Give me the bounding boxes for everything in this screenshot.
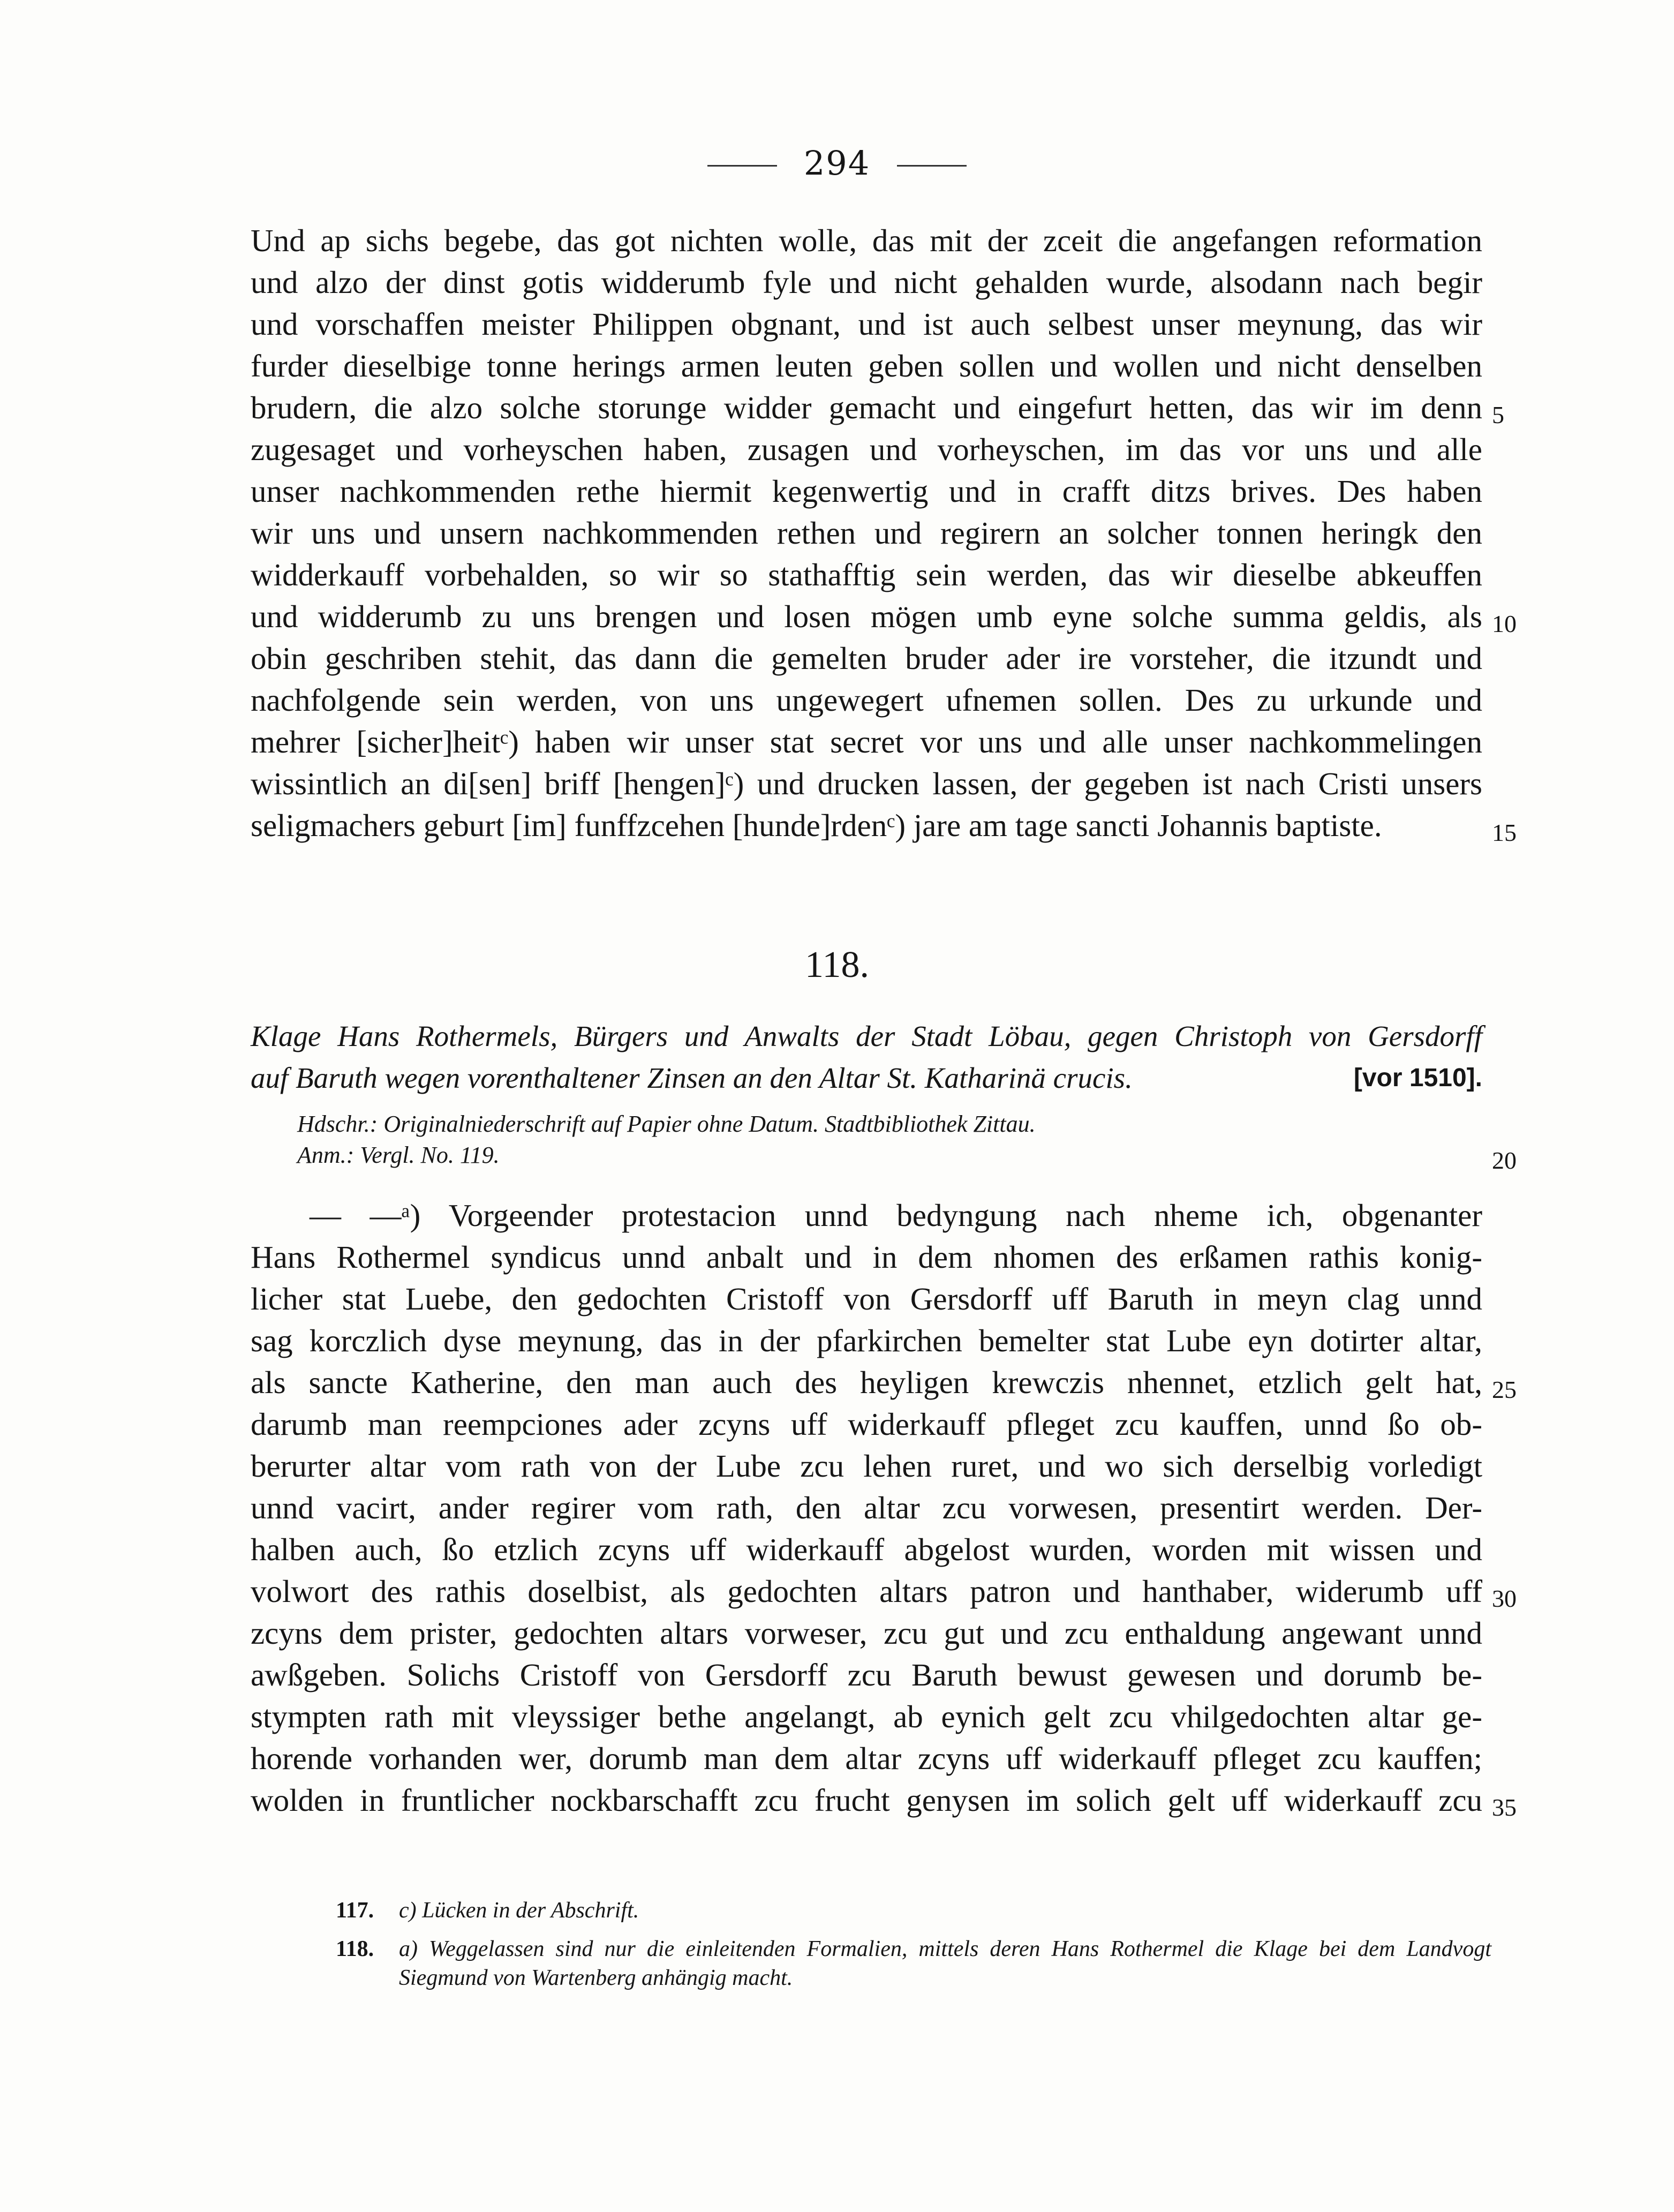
line-number: 15 (1492, 819, 1517, 846)
document-date: [vor 1510]. (1353, 1064, 1482, 1092)
regest-last-row (251, 1059, 1482, 1097)
text-line: halben auch, ßo etzlich zcyns uff widerkauff abgelost wurden, worden mit wissen und (251, 1532, 1482, 1567)
text-line: volwort des rathis doselbist, als gedochten altars patron und hanthaber, widerumb uff (251, 1574, 1482, 1609)
regest-line: Klage Hans Rothermels, Bürgers und Anwalts der Stadt Löbau, gegen Christoph von Gersdorff (251, 1020, 1482, 1052)
document-body (251, 1194, 1482, 1821)
line-number: 30 (1492, 1585, 1517, 1612)
footnote-text: c) Lücken in der Abschrift. (399, 1898, 639, 1923)
line-number: 5 (1492, 401, 1504, 428)
text-line: licher stat Luebe, den gedochten Cristoff von Gersdorff uff Baruth in meyn clag unnd (251, 1281, 1482, 1316)
line-number: 20 (1492, 1147, 1517, 1174)
text-line: und widderumb zu uns brengen und losen mögen umb eyne solche summa geldis, als (251, 599, 1482, 634)
regest-line: auf Baruth wegen vorenthaltener Zinsen an den Altar St. Katharinä crucis. (251, 1062, 1133, 1094)
text-line: furder dieselbige tonne herings armen leuten geben sollen und wollen und nicht denselben (251, 348, 1482, 383)
document-regest (251, 1018, 1482, 1097)
text-line: seligmachers geburt [im] funffzcehen [hunde]rdenᶜ) jare am tage sancti Johannis baptiste. (251, 808, 1382, 843)
text-line: und vorschaffen meister Philippen obgnant, und ist auch selbest unser meynung, das wir (251, 306, 1482, 342)
text-line: brudern, die alzo solche storunge widder gemacht und eingefurt hetten, das wir im denn (251, 390, 1482, 425)
text-line: obin geschriben stehit, das dann die gemelten bruder ader ire vorsteher, die itzundt und (251, 641, 1482, 676)
footnote-ref: 118. (336, 1937, 374, 1961)
text-line: — —ᵃ) Vorgeender protestacion unnd bedyngung nach nheme ich, obgenanter (310, 1198, 1482, 1233)
text-line: unnd vacirt, ander regirer vom rath, den altar zcu vorwesen, presentirt werden. Der- (251, 1490, 1482, 1525)
page-number: 294 (803, 144, 871, 183)
text-line: mehrer [sicher]heitᶜ) haben wir unser stat secret vor uns und alle unser nachkommelingen (251, 724, 1482, 759)
text-line: sag korczlich dyse meynung, das in der pfarkirchen bemelter stat Lube eyn dotirter altar, (251, 1323, 1482, 1358)
text-line: awßgeben. Solichs Cristoff von Gersdorff zcu Baruth bewust gewesen und dorumb be- (251, 1657, 1482, 1692)
text-line: und alzo der dinst gotis widderumb fyle und nicht gehalden wurde, alsodann nach begir (251, 265, 1482, 300)
text-line: zugesaget und vorheyschen haben, zusagen und vorheyschen, im das vor uns und alle (251, 432, 1482, 467)
text-line: nachfolgende sein werden, von uns ungewegert ufnemen sollen. Des zu urkunde und (251, 682, 1482, 718)
text-line: horende vorhanden wer, dorumb man dem altar zcyns uff widerkauff pfleget zcu kauffen; (251, 1741, 1482, 1776)
header-rule-left (707, 165, 777, 167)
text-line: unser nachkommenden rethe hiermit kegenwertig und in crafft ditzs brives. Des haben (251, 473, 1482, 509)
text-line: wissintlich an di[sen] briff [hengen]ᶜ) und drucken lassen, der gegeben ist nach Cristi unsers (251, 766, 1482, 801)
text-line: wir uns und unsern nachkommenden rethen und regirern an solcher tonnen heringk den (251, 515, 1482, 551)
page-header (0, 144, 1674, 183)
footnote-ref: 117. (336, 1898, 374, 1923)
text-line: Hans Rothermel syndicus unnd anbalt und in dem nhomen des erßamen rathis konig- (251, 1239, 1482, 1275)
text-line: berurter altar vom rath von der Lube zcu lehen ruret, und wo sich derselbig vorledigt (251, 1448, 1482, 1484)
footnote (336, 1935, 1491, 1992)
footnote-text: a) Weggelassen sind nur die einleitenden Formalien, mittels deren Hans Rothermel die Klage bei dem Landvogt Siegmund von Wartenberg anhängig macht. (399, 1937, 1491, 1990)
source-note (297, 1109, 1475, 1171)
text-line: stympten rath mit vleyssiger bethe angelangt, ab eynich gelt zcu vhilgedochten altar ge- (251, 1699, 1482, 1734)
document-number: 118. (805, 944, 869, 985)
footnotes (336, 1896, 1491, 2002)
line-number: 35 (1492, 1794, 1517, 1821)
source-annotation: Anm.: Vergl. No. 119. (297, 1142, 500, 1168)
source-manuscript: Hdschr.: Originalniederschrift auf Papier ohne Datum. Stadtbibliothek Zittau. (297, 1111, 1036, 1137)
text-line: widderkauff vorbehalden, so wir so stathafftig sein werden, das wir dieselbe abkeuffen (251, 557, 1482, 592)
text-line: wolden in fruntlicher nockbarschafft zcu frucht genysen im solich gelt uff widerkauff zcu (251, 1782, 1482, 1818)
text-line: zcyns dem prister, gedochten altars vorweser, zcu gut und zcu enthaldung angewant unnd (251, 1615, 1482, 1651)
header-rule-right (897, 165, 967, 167)
line-number: 10 (1492, 610, 1517, 637)
text-line: Und ap sichs begebe, das got nichten wolle, das mit der zceit die angefangen reformation (251, 223, 1482, 258)
line-number: 25 (1492, 1376, 1517, 1403)
text-line: als sancte Katherine, den man auch des heyligen krewczis nhennet, etzlich gelt hat, (251, 1365, 1482, 1400)
text-line: darumb man reempciones ader zcyns uff widerkauff pfleget zcu kauffen, unnd ßo ob- (251, 1406, 1482, 1442)
continuation-text (251, 220, 1482, 846)
footnote (336, 1896, 1491, 1925)
